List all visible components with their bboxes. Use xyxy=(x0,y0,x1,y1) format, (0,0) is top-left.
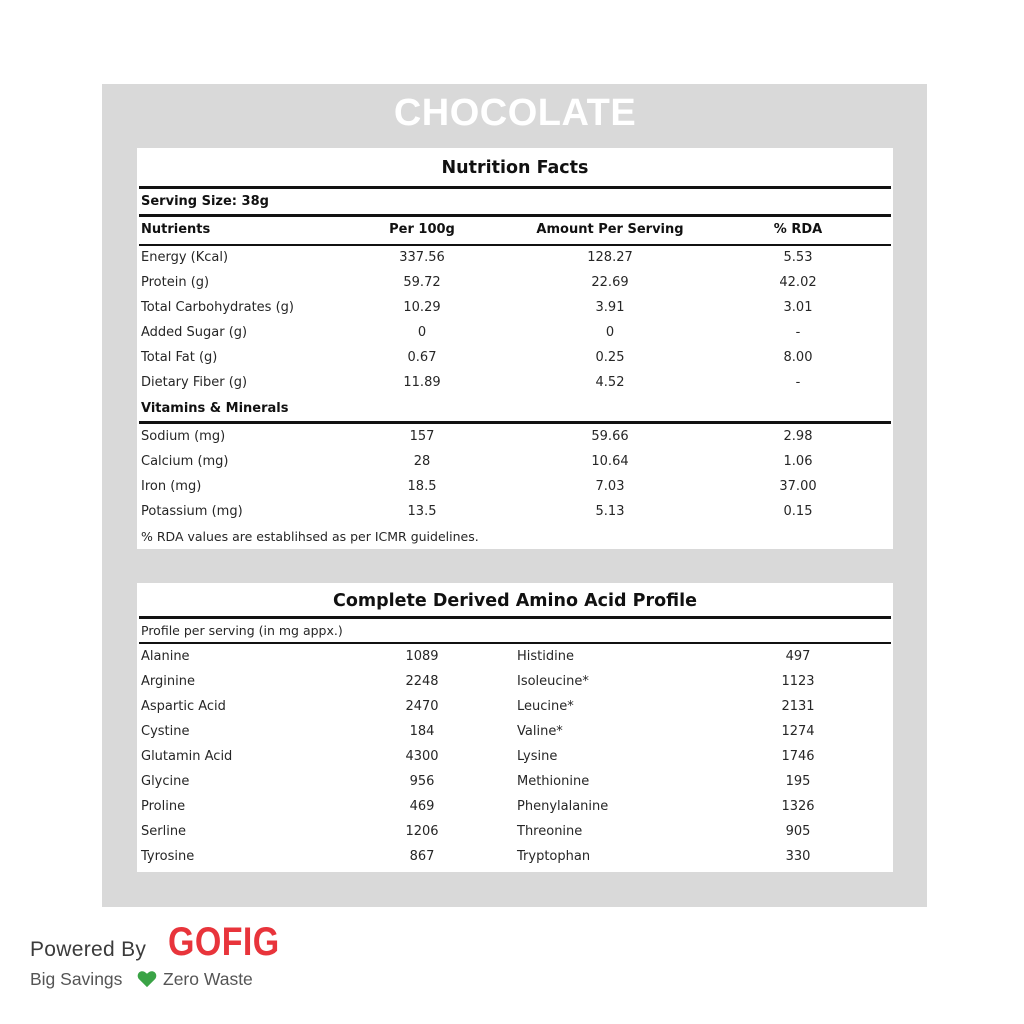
mineral-name: Potassium (mg) xyxy=(141,504,243,519)
tagline-zero-waste: Zero Waste xyxy=(163,969,253,989)
rda-value: - xyxy=(795,325,801,340)
per-100g-value: 59.72 xyxy=(403,275,441,290)
amino-acid-name: Alanine xyxy=(141,649,190,664)
amino-acid-name: Serline xyxy=(141,824,187,839)
per-serving-value: 22.69 xyxy=(591,275,629,290)
nutrient-name: Added Sugar (g) xyxy=(141,325,248,340)
per-100g-value: 28 xyxy=(413,454,431,469)
amino-acid-value: 956 xyxy=(409,774,435,789)
per-100g-value: 11.89 xyxy=(403,375,441,390)
amino-acid-value: 1746 xyxy=(781,749,815,764)
amino-acid-name: Valine* xyxy=(517,724,563,739)
amino-acid-value: 2248 xyxy=(405,674,439,689)
per-serving-value: 0 xyxy=(605,325,615,340)
per-serving-value: 3.91 xyxy=(595,300,625,315)
amino-acid-value: 1326 xyxy=(781,799,815,814)
amino-acid-name: Phenylalanine xyxy=(517,799,609,814)
rda-value: - xyxy=(795,375,801,390)
amino-acid-value: 184 xyxy=(409,724,435,739)
brand-footer xyxy=(30,920,290,1000)
rda-value: 5.53 xyxy=(783,250,813,265)
amino-acid-value: 2470 xyxy=(405,699,439,714)
nutrient-name: Total Fat (g) xyxy=(141,350,218,365)
per-100g-value: 0.67 xyxy=(407,350,437,365)
amino-acid-value: 1089 xyxy=(405,649,439,664)
amino-acid-name: Cystine xyxy=(141,724,190,739)
amino-acid-value: 4300 xyxy=(405,749,439,764)
mineral-name: Iron (mg) xyxy=(141,479,202,494)
amino-title: Complete Derived Amino Acid Profile xyxy=(333,591,697,611)
amino-acid-value: 330 xyxy=(785,849,811,864)
section-vitamins-minerals: Vitamins & Minerals xyxy=(141,401,289,416)
rda-value: 2.98 xyxy=(783,429,813,444)
rda-value: 3.01 xyxy=(783,300,813,315)
per-100g-value: 18.5 xyxy=(407,479,437,494)
amino-acid-value: 905 xyxy=(785,824,811,839)
nutrient-name: Protein (g) xyxy=(141,275,210,290)
header-per-100g: Per 100g xyxy=(389,222,455,237)
amino-acid-name: Leucine* xyxy=(517,699,574,714)
amino-acid-name: Histidine xyxy=(517,649,574,664)
per-100g-value: 337.56 xyxy=(399,250,445,265)
per-100g-value: 0 xyxy=(417,325,427,340)
header-amount-per-serving: Amount Per Serving xyxy=(536,222,684,237)
per-100g-value: 157 xyxy=(409,429,435,444)
amino-acid-name: Glycine xyxy=(141,774,190,789)
rda-value: 0.15 xyxy=(783,504,813,519)
rda-footnote: % RDA values are establihsed as per ICMR guidelines. xyxy=(141,529,479,544)
per-100g-value: 13.5 xyxy=(407,504,437,519)
amino-acid-name: Aspartic Acid xyxy=(141,699,226,714)
amino-acid-value: 469 xyxy=(409,799,435,814)
rda-value: 42.02 xyxy=(779,275,817,290)
amino-acid-name: Proline xyxy=(141,799,186,814)
per-serving-value: 59.66 xyxy=(591,429,629,444)
nutrition-title: Nutrition Facts xyxy=(441,158,589,178)
heart-icon xyxy=(137,970,157,988)
amino-acid-value: 867 xyxy=(409,849,435,864)
amino-acid-name: Glutamin Acid xyxy=(141,749,233,764)
mineral-name: Calcium (mg) xyxy=(141,454,229,469)
amino-subtitle: Profile per serving (in mg appx.) xyxy=(141,623,343,638)
rda-value: 8.00 xyxy=(783,350,813,365)
amino-acid-value: 1274 xyxy=(781,724,815,739)
flavor-title: CHOCOLATE xyxy=(393,92,637,134)
amino-acid-value: 2131 xyxy=(781,699,815,714)
per-serving-value: 7.03 xyxy=(595,479,625,494)
divider xyxy=(139,616,891,619)
per-serving-value: 10.64 xyxy=(591,454,629,469)
per-serving-value: 128.27 xyxy=(587,250,633,265)
rda-value: 37.00 xyxy=(779,479,817,494)
amino-acid-value: 497 xyxy=(785,649,811,664)
nutrient-name: Energy (Kcal) xyxy=(141,250,229,265)
gofig-logo: GOFIG xyxy=(168,920,280,964)
amino-acid-name: Tyrosine xyxy=(141,849,195,864)
mineral-name: Sodium (mg) xyxy=(141,429,226,444)
amino-acid-name: Methionine xyxy=(517,774,590,789)
divider xyxy=(139,421,891,424)
amino-acid-name: Tryptophan xyxy=(517,849,591,864)
nutrient-name: Dietary Fiber (g) xyxy=(141,375,248,390)
serving-size: Serving Size: 38g xyxy=(141,194,269,209)
per-serving-value: 5.13 xyxy=(595,504,625,519)
divider xyxy=(139,186,891,189)
amino-acid-name: Lysine xyxy=(517,749,558,764)
tagline-savings: Big Savings xyxy=(30,969,123,989)
amino-acid-card xyxy=(137,583,893,872)
divider xyxy=(139,642,891,644)
per-100g-value: 10.29 xyxy=(403,300,441,315)
amino-acid-name: Isoleucine* xyxy=(517,674,589,689)
amino-acid-name: Threonine xyxy=(517,824,583,839)
nutrient-name: Total Carbohydrates (g) xyxy=(141,300,294,315)
amino-acid-value: 1206 xyxy=(405,824,439,839)
rda-value: 1.06 xyxy=(783,454,813,469)
per-serving-value: 4.52 xyxy=(595,375,625,390)
header-nutrients: Nutrients xyxy=(141,222,211,237)
amino-acid-name: Arginine xyxy=(141,674,195,689)
amino-acid-value: 195 xyxy=(785,774,811,789)
divider xyxy=(139,214,891,217)
divider xyxy=(139,244,891,246)
amino-acid-value: 1123 xyxy=(781,674,815,689)
per-serving-value: 0.25 xyxy=(595,350,625,365)
powered-by-text: Powered By xyxy=(30,938,147,961)
nutrition-facts-card xyxy=(137,148,893,549)
header-rda: % RDA xyxy=(773,222,823,237)
